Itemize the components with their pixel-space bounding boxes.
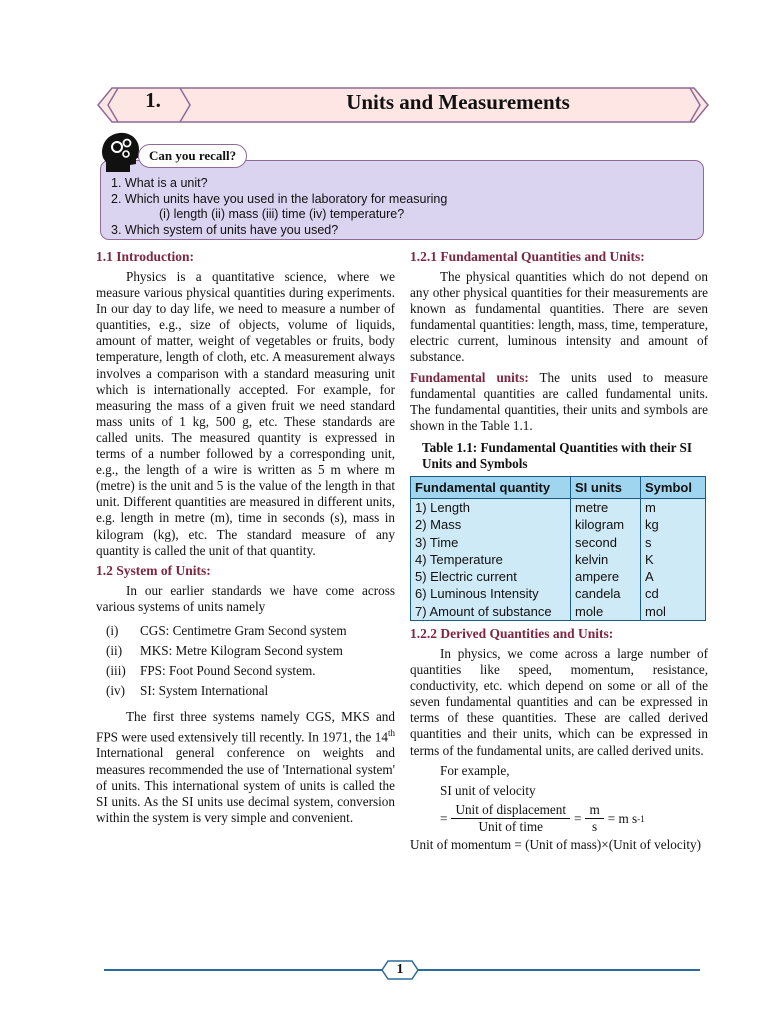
table-cell: A — [641, 568, 706, 585]
fraction-denominator: Unit of time — [478, 819, 543, 835]
list-item-number: (iii) — [106, 662, 126, 678]
example-label: For example, — [440, 762, 510, 778]
table-cell: 1) Length — [411, 498, 571, 516]
chapter-banner — [94, 84, 712, 126]
recall-question: 2. Which units have you used in the laboratory for measuring — [111, 191, 448, 206]
list-item-number: (i) — [106, 622, 119, 638]
chapter-title: Units and Measurements — [346, 90, 570, 114]
table-cell: s — [641, 534, 706, 551]
fraction-numerator: m — [585, 802, 603, 819]
fundamental-quantities-heading: 1.2.1 Fundamental Quantities and Units: — [410, 249, 645, 264]
table-cell: second — [571, 534, 641, 551]
si-paragraph — [96, 709, 395, 826]
fraction — [585, 802, 603, 835]
derived-quantities-paragraph: In physics, we come across a large number of quantities like speed, momentum, resistance, conductivity, etc. which depend on some or all of the seven fundamental quantities and can be expressed in terms of these quantities. These are called derived quantities and their units, which can be expressed in terms of the fundamental units, are called derived units. — [410, 646, 708, 758]
fundamental-units-label: Fundamental units: — [410, 369, 529, 385]
list-item — [106, 661, 395, 681]
fraction-numerator: Unit of displacement — [451, 802, 570, 819]
velocity-equation — [440, 801, 708, 837]
table-cell: K — [641, 551, 706, 568]
ordinal-suffix: th — [387, 727, 395, 738]
table-cell: candela — [571, 585, 641, 602]
recall-label: Can you recall? — [138, 144, 247, 168]
list-item — [106, 681, 395, 701]
introduction-paragraph: Physics is a quantitative science, where we measure various physical quantities during experiments. In our day to day life, we need to measure a number of quantities, e.g., size of objects, volume of liquids, amount of matter, weight of vegetables or fruits, body temperature, length of cloth, etc. A measurement always involves a comparison with a standard measuring unit which is internationally accepted. For example, for measuring the mass of a given fruit we need standard mass units of 1 kg, 500 g, etc. These standards are called units. The measured quantity is expressed in terms of a number followed by a corresponding unit, e.g., the length of a wire is written as 5 m where m (metre) is the unit and 5 is the value of the length in that unit. Different quantities are measured in different units, e.g. length in metre (m), time in seconds (s), mass in kilogram (kg), etc. The standard measure of any quantity is called the unit of that quantity. — [96, 269, 395, 558]
fundamental-units-paragraph — [410, 370, 708, 434]
derived-quantities-heading: 1.2.2 Derived Quantities and Units: — [410, 626, 614, 642]
systems-intro-paragraph: In our earlier standards we have come across various systems of units namely — [96, 582, 395, 614]
equation-result: = m s — [607, 810, 638, 826]
table-cell: ampere — [571, 568, 641, 585]
table-cell: 5) Electric current — [411, 568, 571, 585]
list-item-text: CGS: Centimetre Gram Second system — [140, 622, 347, 638]
table-cell: 4) Temperature — [411, 551, 571, 568]
table-cell: 6) Luminous Intensity — [411, 585, 571, 602]
page-number: 1 — [396, 962, 404, 977]
si-paragraph-start: The first three systems namely CGS, MKS and FPS were used extensively till recently. In 1971, the 14 — [96, 708, 395, 745]
fraction-denominator: s — [592, 819, 598, 835]
fundamental-quantities-paragraph: The physical quantities which do not depend on any other physical quantities for their measurements are known as fundamental quantities. There are seven fundamental quantities: length, mass, time, temperature, electric current, luminous intensity and amount of substance. — [410, 269, 708, 365]
table-cell: kg — [641, 516, 706, 533]
list-item — [106, 641, 395, 661]
table-row — [411, 603, 706, 621]
table-header-row — [411, 476, 706, 498]
table-row — [411, 498, 706, 516]
chapter-number: 1. — [145, 88, 161, 112]
list-item-text: FPS: Foot Pound Second system. — [140, 662, 316, 678]
recall-question: 3. Which system of units have you used? — [111, 222, 339, 237]
left-column — [96, 249, 395, 826]
list-item-text: MKS: Metre Kilogram Second system — [140, 642, 343, 658]
introduction-heading: 1.1 Introduction: — [96, 249, 195, 264]
table-cell: kelvin — [571, 551, 641, 568]
recall-questions — [111, 176, 447, 238]
si-paragraph-end: International general conference on weights and measures recommended the use of 'International system' of units. This international system of units is called the SI units. As the SI units use decimal system, conversion within the system is very simple and convenient. — [96, 745, 395, 825]
table-cell: 2) Mass — [411, 516, 571, 533]
table-row — [411, 585, 706, 602]
table-cell: cd — [641, 585, 706, 602]
table-caption: Table 1.1: Fundamental Quantities with their SI Units and Symbols — [422, 439, 693, 471]
list-item-number: (iv) — [106, 682, 126, 698]
recall-question: (i) length (ii) mass (iii) time (iv) temperature? — [159, 207, 405, 221]
equals-sign: = — [440, 810, 448, 826]
equals-sign: = — [574, 810, 582, 826]
table-cell: metre — [571, 498, 641, 516]
table-row — [411, 568, 706, 585]
list-item — [106, 621, 395, 641]
table-row — [411, 516, 706, 533]
table-cell: m — [641, 498, 706, 516]
table-cell: mole — [571, 603, 641, 621]
table-cell: mol — [641, 603, 706, 621]
recall-question: 1. What is a unit? — [111, 176, 208, 190]
fraction — [451, 802, 570, 835]
fundamental-quantities-table — [410, 476, 706, 621]
si-velocity-label: SI unit of velocity — [440, 782, 536, 798]
table-body — [411, 498, 706, 620]
table-header: Fundamental quantity — [411, 476, 571, 498]
table-row — [411, 551, 706, 568]
system-of-units-heading: 1.2 System of Units: — [96, 562, 211, 578]
table-cell: 3) Time — [411, 534, 571, 551]
table-row — [411, 534, 706, 551]
fundamental-units-text: The units used to measure fundamental quantities are called fundamental units. The fundamental quantities, their units and symbols are shown in the Table 1.1. — [410, 369, 708, 433]
table-header: SI units — [571, 476, 641, 498]
head-gears-icon — [100, 130, 140, 174]
list-item-text: SI: System International — [140, 682, 269, 698]
right-column — [410, 249, 708, 853]
systems-list — [106, 621, 395, 701]
table-cell: kilogram — [571, 516, 641, 533]
momentum-paragraph: Unit of momentum = (Unit of mass)×(Unit of velocity) — [410, 836, 702, 852]
table-cell: 7) Amount of substance — [411, 603, 571, 621]
table-header: Symbol — [641, 476, 706, 498]
exponent: -1 — [637, 813, 645, 824]
list-item-number: (ii) — [106, 642, 123, 658]
